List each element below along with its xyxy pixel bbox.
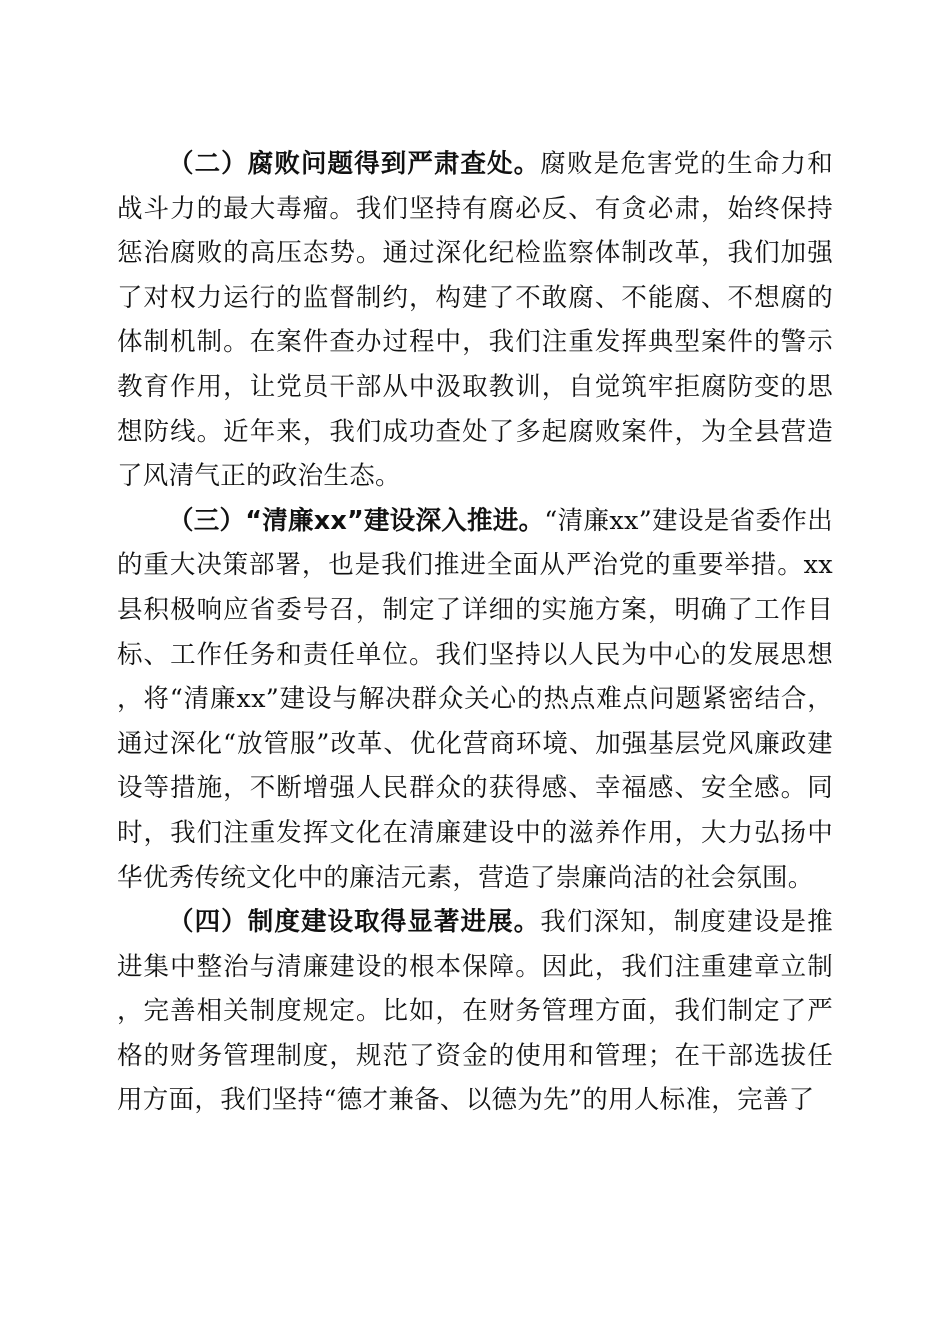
paragraph-body: 腐败是危害党的生命力和战斗力的最大毒瘤。我们坚持有腐必反、有贪必肃，始终保持惩治腐败的高压态势。通过深化纪检监察体制改革，我们加强了对权力运行的监督制约，构建了不敢腐、不能腐、不想腐的体制机制。在案件查办过程中，我们注重发挥典型案件的警示教育作用，让党员干部从中汲取教训，自觉筑牢拒腐防变的思想防线。近年来，我们成功查处了多起腐败案件，为全县营造了风清气正的政治生态。: [117, 149, 833, 492]
paragraph-heading: （四）制度建设取得显著进展。: [168, 907, 541, 938]
paragraph-body: “清廉xx”建设是省委作出的重大决策部署，也是我们推进全面从严治党的重要举措。xx县积极响应省委号召，制定了详细的实施方案，明确了工作目标、工作任务和责任单位。我们坚持以人民为中心的发展思想，将“清廉xx”建设与解决群众关心的热点难点问题紧密结合，通过深化“放管服”改革、优化营商环境、加强基层党风廉政建设等措施，不断增强人民群众的获得感、幸福感、安全感。同时，我们注重发挥文化在清廉建设中的滋养作用，大力弘扬中华优秀传统文化中的廉洁元素，营造了崇廉尚洁的社会氛围。: [117, 505, 833, 893]
paragraph-heading: （二）腐败问题得到严肃查处。: [168, 149, 541, 179]
document-page: [117, 142, 833, 1123]
paragraph-corruption-cases: [117, 142, 833, 499]
paragraph-body: 我们深知，制度建设是推进集中整治与清廉建设的根本保障。因此，我们注重建章立制，完善相关制度规定。比如，在财务管理方面，我们制定了严格的财务管理制度，规范了资金的使用和管理；在干部选拔任用方面，我们坚持“德才兼备、以德为先”的用人标准，完善了: [117, 907, 833, 1116]
paragraph-institution-building: [117, 900, 833, 1123]
paragraph-heading: （三）“清廉xx”建设深入推进。: [168, 505, 545, 536]
paragraph-clean-xx: [117, 499, 833, 900]
